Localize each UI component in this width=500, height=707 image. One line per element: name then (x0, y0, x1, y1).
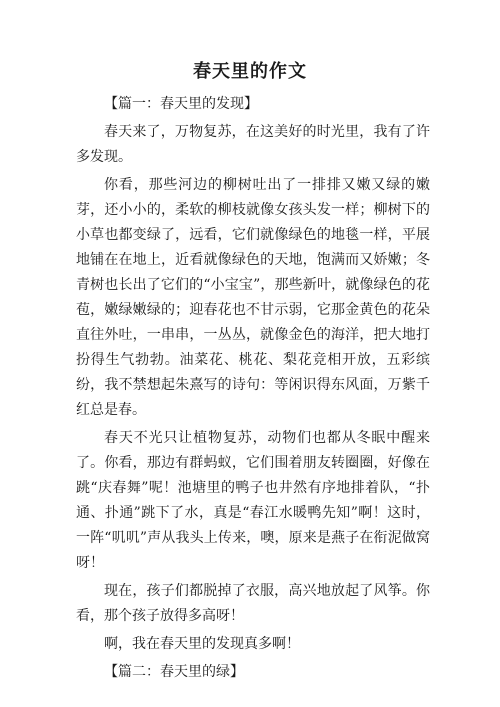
section-heading-2: 【篇二：春天里的绿】 (104, 664, 244, 680)
paragraph-2: 你看，那些河边的柳树吐出了一排排又嫩又绿的嫩芽，还小小的，柔软的柳枝就像女孩头发一样；柳树下的小草也都变绿了，远看，它们就像绿色的地毯一样，平展地铺在在地上，近看就像绿色的天地，饱满而又娇嫩；冬青树也长出了它们的“小宝宝”，那些新叶，就像绿色的花苞，嫩绿嫩绿的；迎春花也不甘示弱，它那金黄色的花朵直往外吐，一串串，一丛丛，就像金色的海洋，把大地打扮得生气勃勃。油菜花、桃花、梨花竞相开放，五彩缤纷，我不禁想起朱熹写的诗句：等闲识得东风面，万紫千红总是春。 (76, 177, 430, 418)
paragraph-5: 啊，我在春天里的发现真多啊！ (104, 636, 300, 652)
section-heading-1: 【篇一：春天里的发现】 (104, 96, 258, 112)
paragraph-1: 春天来了，万物复苏，在这美好的时光里，我有了许多发现。 (76, 124, 430, 165)
paragraph-4: 现在，孩子们都脱掉了衣服，高兴地放起了风筝。你看，那个孩子放得多高呀！ (76, 583, 430, 624)
document-body (76, 92, 430, 688)
document-title: 春天里的作文 (193, 61, 307, 82)
paragraph-3: 春天不光只让植物复苏，动物们也都从冬眠中醒来了。你看，那边有群蚂蚁，它们围着朋友转圈圈，好像在跳“庆春舞”呢！池塘里的鸭子也井然有序地排着队，“扑通、扑通”跳下了水，真是“春江水暖鸭先知”啊！这时，一阵“叽叽”声从我头上传来，噢，原来是燕子在衔泥做窝呀！ (76, 430, 430, 571)
